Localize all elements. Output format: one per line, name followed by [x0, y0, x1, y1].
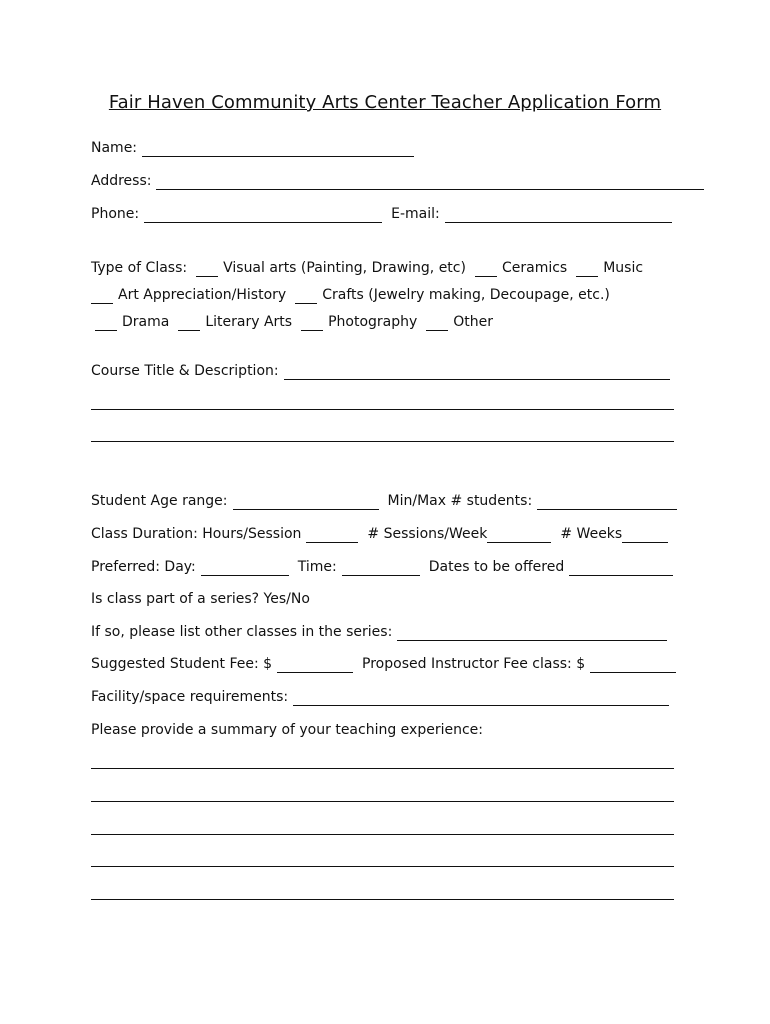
- option-art-appreciation[interactable]: [91, 286, 286, 304]
- name-field[interactable]: [142, 141, 414, 157]
- literary-arts-label: Literary Arts: [205, 314, 293, 330]
- other-label: Other: [453, 314, 494, 330]
- student-fee-label: Suggested Student Fee: $: [91, 656, 273, 672]
- age-range-label: Student Age range:: [91, 493, 228, 509]
- address-row: [91, 170, 704, 190]
- course-description-line-2[interactable]: [91, 441, 674, 442]
- preferred-day-label: Preferred: Day:: [91, 559, 196, 575]
- email-field[interactable]: [445, 207, 672, 223]
- music-label: Music: [603, 260, 644, 276]
- instructor-fee-field[interactable]: [590, 657, 676, 673]
- name-label: Name:: [91, 140, 138, 156]
- series-question-row: [91, 588, 310, 608]
- sessions-week-field[interactable]: [487, 527, 551, 543]
- time-label: Time:: [297, 559, 337, 575]
- series-list-label: If so, please list other classes in the series:: [91, 624, 393, 640]
- option-literary-arts[interactable]: [178, 313, 292, 331]
- experience-label: Please provide a summary of your teaching experience:: [91, 722, 483, 738]
- drama-blank[interactable]: [95, 315, 117, 331]
- weeks-field[interactable]: [622, 527, 668, 543]
- course-title-label: Course Title & Description:: [91, 363, 279, 379]
- experience-line-5[interactable]: [91, 899, 674, 900]
- option-ceramics[interactable]: [475, 259, 567, 277]
- series-list-row: [91, 621, 667, 641]
- fees-row: [91, 653, 676, 673]
- form-title: Fair Haven Community Arts Center Teacher Application Form: [108, 92, 662, 113]
- instructor-fee-label: Proposed Instructor Fee class: $: [362, 656, 586, 672]
- phone-email-row: [91, 203, 672, 223]
- ceramics-label: Ceramics: [501, 260, 568, 276]
- weeks-label: # Weeks: [560, 526, 623, 542]
- art-appreciation-label: Art Appreciation/History: [118, 287, 287, 303]
- hours-session-field[interactable]: [306, 527, 358, 543]
- age-range-field[interactable]: [233, 494, 379, 510]
- option-crafts[interactable]: [295, 286, 610, 304]
- class-type-row-2: [91, 284, 610, 304]
- facility-row: [91, 686, 669, 706]
- other-blank[interactable]: [426, 315, 448, 331]
- min-max-field[interactable]: [537, 494, 677, 510]
- visual-arts-blank[interactable]: [196, 261, 218, 277]
- class-type-row-1: [91, 257, 643, 277]
- address-field[interactable]: [156, 174, 704, 190]
- drama-label: Drama: [122, 314, 170, 330]
- phone-label: Phone:: [91, 206, 140, 222]
- type-of-class-label: Type of Class:: [91, 260, 188, 276]
- crafts-blank[interactable]: [295, 288, 317, 304]
- experience-row: [91, 719, 483, 739]
- phone-field[interactable]: [144, 207, 382, 223]
- experience-line-3[interactable]: [91, 834, 674, 835]
- class-type-row-3: [95, 311, 493, 331]
- series-question-label: Is class part of a series? Yes/No: [91, 591, 310, 607]
- crafts-label: Crafts (Jewelry making, Decoupage, etc.): [322, 287, 610, 303]
- music-blank[interactable]: [576, 261, 598, 277]
- student-fee-field[interactable]: [277, 657, 353, 673]
- age-range-row: [91, 490, 677, 510]
- photography-blank[interactable]: [301, 315, 323, 331]
- dates-label: Dates to be offered: [428, 559, 565, 575]
- duration-label: Class Duration: Hours/Session: [91, 526, 302, 542]
- photography-label: Photography: [328, 314, 418, 330]
- option-other[interactable]: [426, 313, 493, 331]
- min-max-label: Min/Max # students:: [387, 493, 533, 509]
- ceramics-blank[interactable]: [475, 261, 497, 277]
- series-list-field[interactable]: [397, 625, 667, 641]
- facility-field[interactable]: [293, 690, 669, 706]
- option-drama[interactable]: [95, 313, 169, 331]
- email-label: E-mail:: [391, 206, 440, 222]
- facility-label: Facility/space requirements:: [91, 689, 289, 705]
- time-field[interactable]: [342, 560, 420, 576]
- option-music[interactable]: [576, 259, 643, 277]
- sessions-week-label: # Sessions/Week: [367, 526, 488, 542]
- option-photography[interactable]: [301, 313, 417, 331]
- literary-arts-blank[interactable]: [178, 315, 200, 331]
- experience-line-4[interactable]: [91, 866, 674, 867]
- name-row: [91, 137, 414, 157]
- duration-row: [91, 523, 668, 543]
- option-visual-arts[interactable]: [196, 259, 466, 277]
- address-label: Address:: [91, 173, 152, 189]
- preferred-day-field[interactable]: [201, 560, 289, 576]
- course-title-row: [91, 360, 670, 380]
- dates-field[interactable]: [569, 560, 673, 576]
- visual-arts-label: Visual arts (Painting, Drawing, etc): [223, 260, 466, 276]
- preferred-row: [91, 556, 673, 576]
- experience-line-1[interactable]: [91, 768, 674, 769]
- course-description-line-1[interactable]: [91, 409, 674, 410]
- course-title-field[interactable]: [284, 364, 670, 380]
- art-appreciation-blank[interactable]: [91, 288, 113, 304]
- experience-line-2[interactable]: [91, 801, 674, 802]
